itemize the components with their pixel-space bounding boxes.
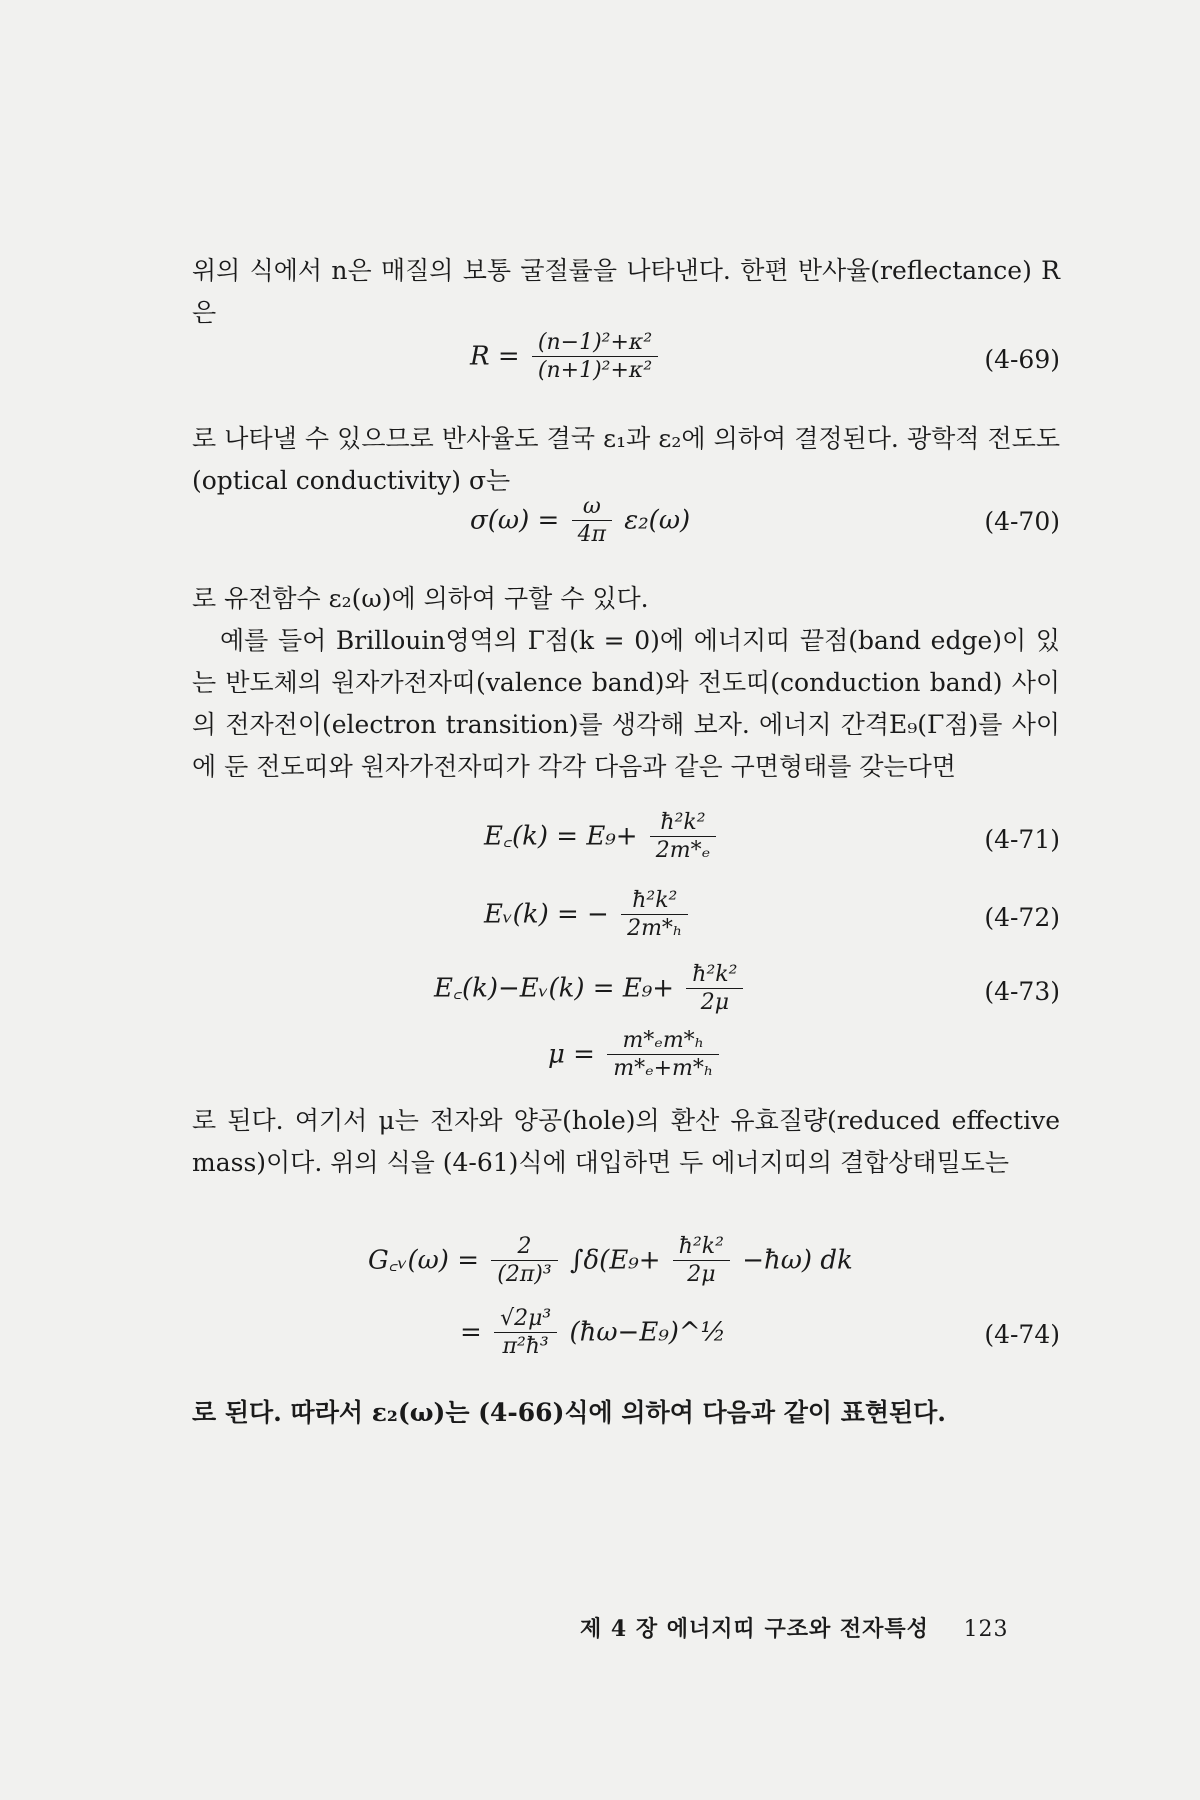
eq-numerator: ħ²k² (660, 810, 706, 835)
equation-4-74-line1 (368, 1234, 853, 1289)
equation-4-72 (484, 888, 692, 943)
eq-fraction (532, 330, 658, 385)
eq-numerator: ω (582, 494, 601, 519)
equation-4-69 (470, 330, 662, 385)
eq-rhs: ε₂(ω) (624, 505, 691, 536)
paragraph-reflectance-intro: 위의 식에서 n은 매질의 보통 굴절률을 나타낸다. 한편 반사율(reflectance) R은 (192, 256, 1060, 327)
eq-denominator: (n+1)²+κ² (532, 356, 658, 385)
eq-denominator: (2π)³ (491, 1260, 557, 1289)
page-number: 123 (963, 1617, 1009, 1642)
paragraph-dielectric: 로 유전함수 ε₂(ω)에 의하여 구할 수 있다. (192, 584, 649, 613)
page-footer (580, 1612, 1009, 1643)
chapter-title: 제 4 장 에너지띠 구조와 전자특성 (580, 1616, 929, 1642)
eq-lhs: R = (470, 341, 520, 372)
eq-fraction-inner (673, 1234, 730, 1289)
paragraph-reduced-mass: 로 된다. 여기서 μ는 전자와 양공(hole)의 환산 유효질량(reduced effective mass)이다. 위의 식을 (4-61)식에 대입하면 두 에너지띠의 결합상태밀도는 (192, 1106, 1060, 1177)
eq-lhs: E꜀(k)−Eᵥ(k) = E₉+ (434, 973, 675, 1004)
eq-lhs: = (460, 1317, 482, 1348)
eq-integral: ∫δ(E₉+ (569, 1245, 661, 1276)
eq-numerator: 2 (517, 1234, 532, 1259)
eq-lhs: E꜀(k) = E₉+ (484, 821, 638, 852)
eq-numerator: ħ²k² (632, 888, 678, 913)
paragraph-conclusion: 로 된다. 따라서 ε₂(ω)는 (4-66)식에 의하여 다음과 같이 표현된다. (192, 1398, 947, 1427)
eq-denominator: 2m*ₑ (650, 836, 716, 865)
paragraph-optical-conductivity: 로 나타낼 수 있으므로 반사율도 결국 ε₁과 ε₂에 의하여 결정된다. 광학적 전도도(optical conductivity) σ는 (192, 424, 1060, 495)
eq-denominator: m*ₑ+m*ₕ (607, 1054, 719, 1083)
eq-numerator: (n−1)²+κ² (537, 330, 653, 355)
eq-numerator: m*ₑm*ₕ (622, 1028, 705, 1053)
eq-lhs: Eᵥ(k) = − (484, 899, 609, 930)
eq-fraction (621, 888, 688, 943)
eq-denominator: 4π (572, 520, 612, 549)
equation-4-73 (434, 962, 747, 1017)
equation-4-71 (484, 810, 720, 865)
eq-denominator: π²ħ³ (494, 1332, 557, 1361)
equation-number: (4-72) (984, 903, 1060, 932)
equation-number: (4-70) (984, 507, 1060, 536)
eq-rhs: (ħω−E₉)^½ (569, 1317, 726, 1348)
equation-4-70 (470, 494, 690, 549)
eq-fraction (607, 1028, 719, 1083)
eq-denominator: 2μ (686, 988, 743, 1017)
eq-lhs: G꜀ᵥ(ω) = (368, 1245, 479, 1276)
equation-number: (4-73) (984, 977, 1060, 1006)
equation-reduced-mass (548, 1028, 723, 1083)
eq-numerator: ħ²k² (678, 1234, 724, 1259)
eq-fraction (491, 1234, 557, 1289)
equation-number: (4-69) (984, 345, 1060, 374)
eq-fraction (572, 494, 612, 549)
eq-fraction (686, 962, 743, 1017)
equation-4-74-line2 (460, 1306, 726, 1361)
eq-numerator: ħ²k² (692, 962, 738, 987)
eq-fraction (494, 1306, 557, 1361)
eq-denominator: 2m*ₕ (621, 914, 688, 943)
eq-denominator: 2μ (673, 1260, 730, 1289)
paragraph-band-edge-example: 예를 들어 Brillouin영역의 Γ점(k = 0)에 에너지띠 끝점(band edge)이 있는 반도체의 원자가전자띠(valence band)와 전도띠(conduction band) 사이의 전자전이(electron transition)를 생각해 보자. 에너지 간격E₉(Γ점)를 사이에 둔 전도띠와 원자가전자띠가 각각 다음과 같은 구면형태를 갖는다면 (192, 626, 1060, 781)
equation-number: (4-71) (984, 825, 1060, 854)
eq-rhs: −ħω) dk (742, 1245, 853, 1276)
eq-fraction (650, 810, 716, 865)
equation-number: (4-74) (984, 1320, 1060, 1349)
eq-lhs: μ = (548, 1039, 595, 1070)
eq-numerator: √2μ³ (500, 1306, 552, 1331)
eq-lhs: σ(ω) = (470, 505, 560, 536)
